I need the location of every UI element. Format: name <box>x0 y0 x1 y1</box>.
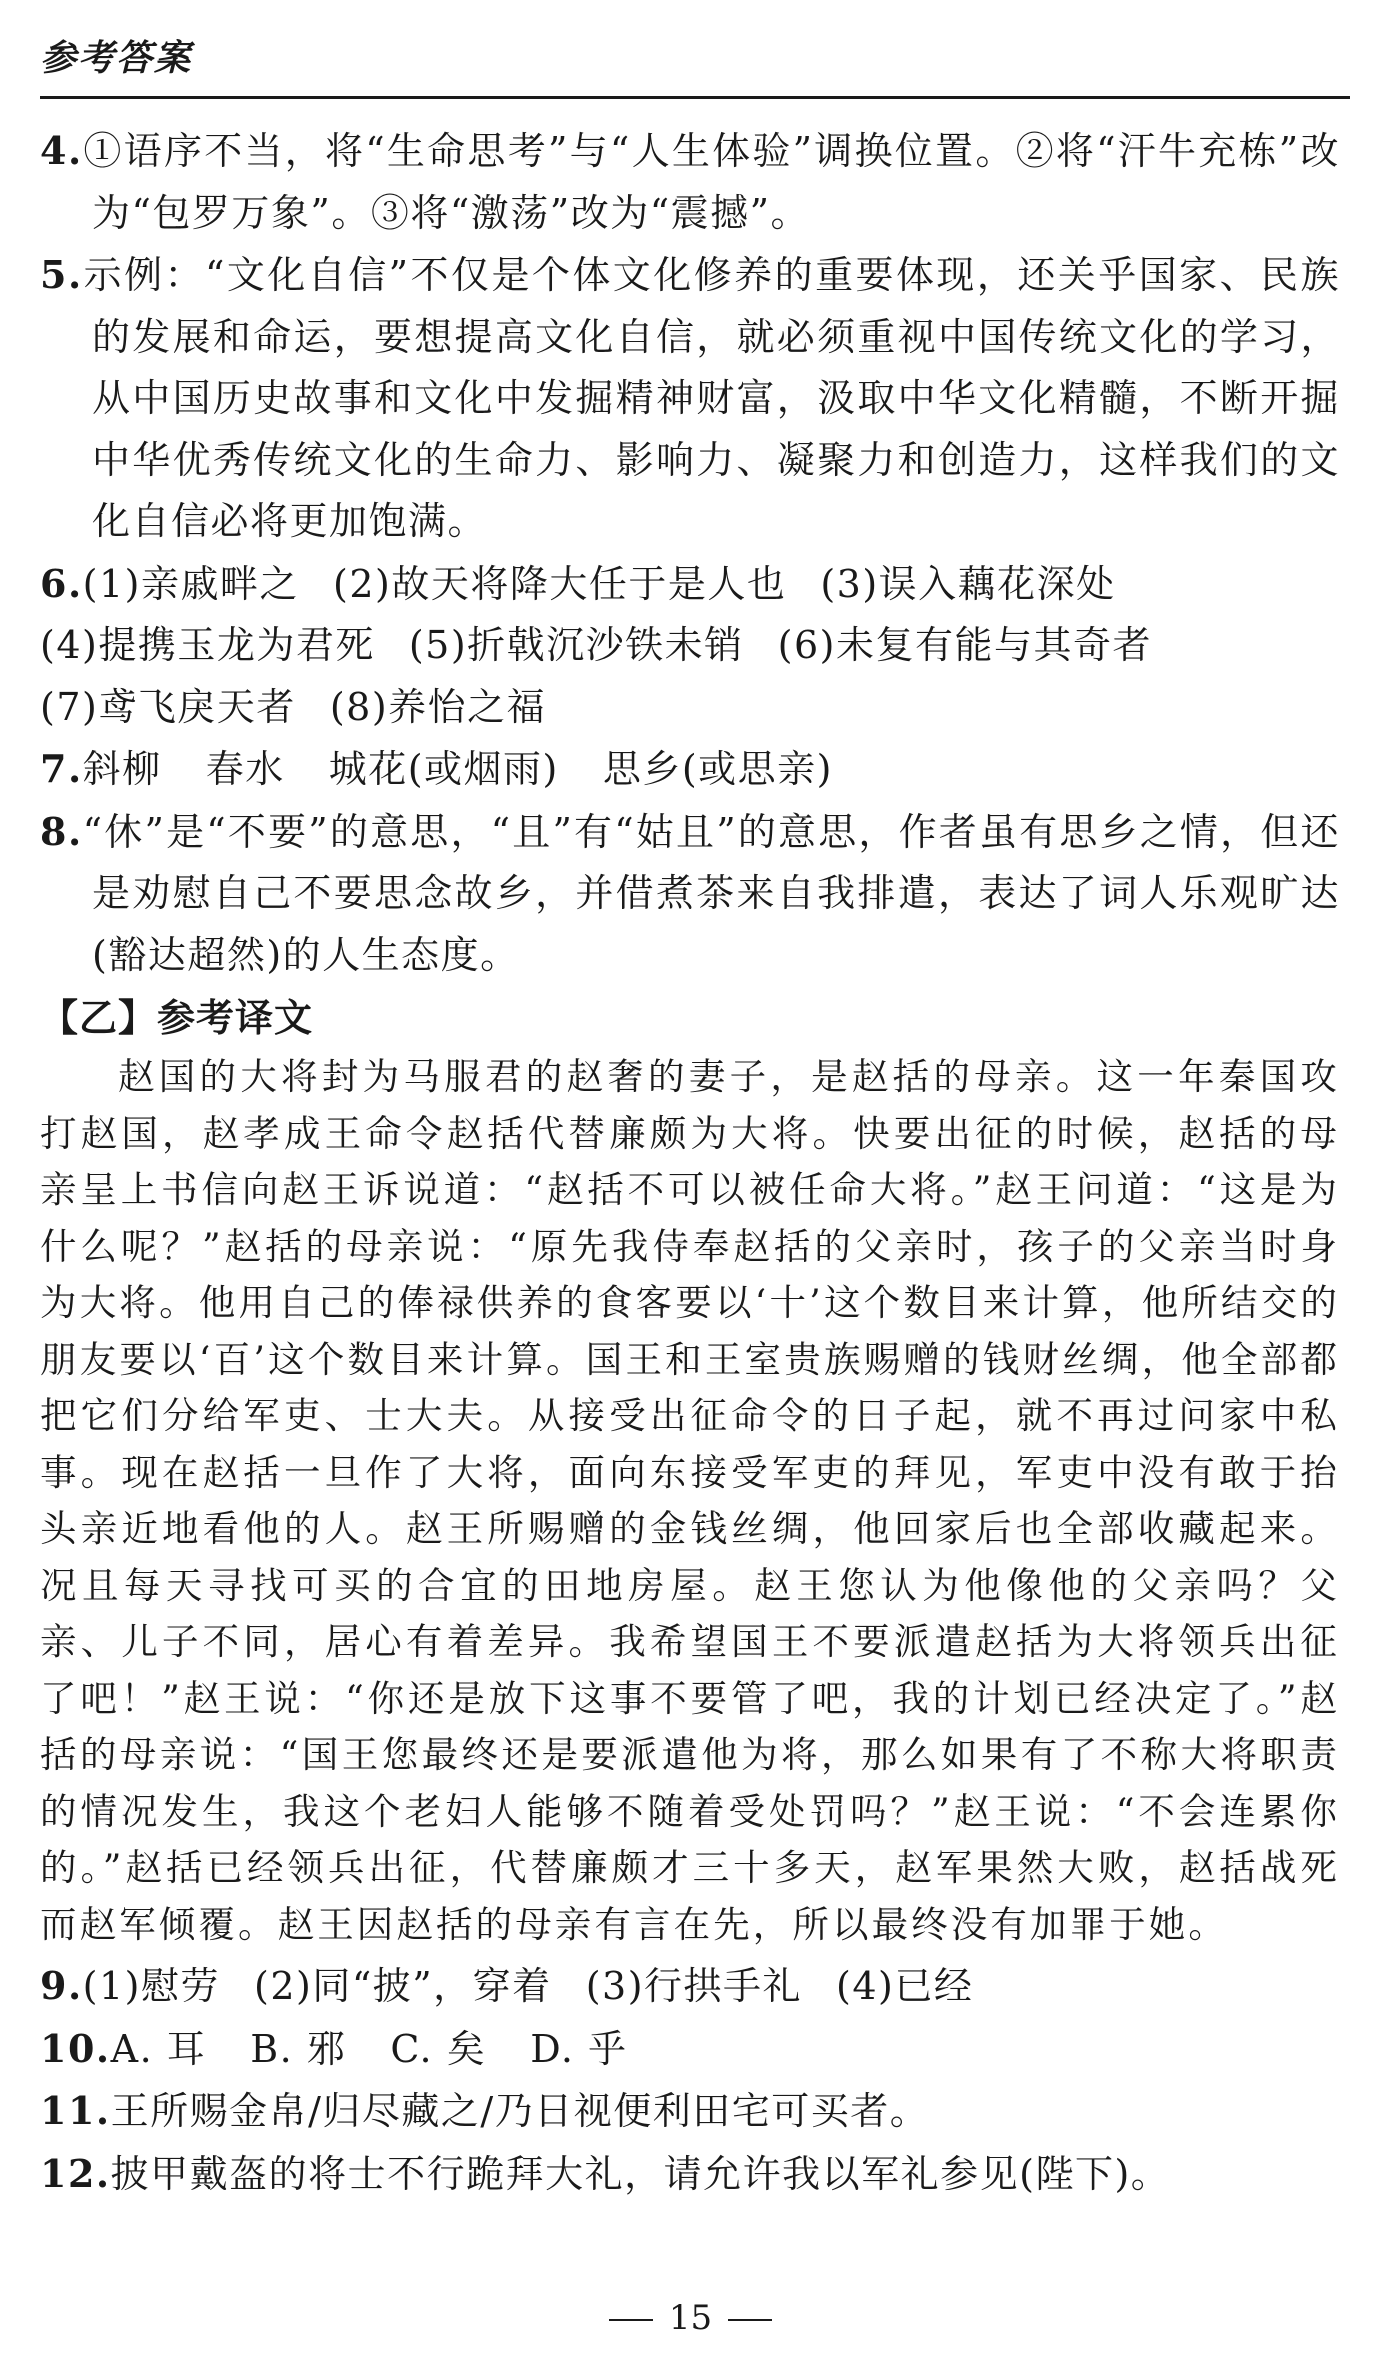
answer-part: (2)故天将降大任于是人也 <box>333 561 787 606</box>
answer-part: (2)同“披”，穿着 <box>254 1964 552 2008</box>
answer-item-8 <box>40 801 1340 987</box>
answer-part: D. 乎 <box>530 2026 628 2071</box>
item-text: 示例：“文化自信”不仅是个体文化修养的重要体现，还关乎国家、民族的发展和命运，要想提高文化自信，就必须重视中国传统文化的学习，从中国历史故事和文化中发掘精神财富，汲取中华文化精髓，不断开掘中华优秀传统文化的生命力、影响力、凝聚力和创造力，这样我们的文化自信必将更加饱满。 <box>82 253 1340 543</box>
item-text: “休”是“不要”的意思，“且”有“姑且”的意思，作者虽有思乡之情，但还是劝慰自己不要思念故乡，并借煮茶来自我排遣，表达了词人乐观旷达(豁达超然)的人生态度。 <box>82 809 1340 977</box>
translation-body <box>40 1049 1340 1953</box>
page-number <box>0 2298 1381 2338</box>
header-title: 参考答案 <box>40 37 193 79</box>
item-number: 6. <box>40 560 83 606</box>
answer-item-9 <box>40 1955 1340 2018</box>
answer-item-12 <box>40 2143 1340 2206</box>
translation-text: 赵国的大将封为马服君的赵奢的妻子，是赵括的母亲。这一年秦国攻打赵国，赵孝成王命令赵括代替廉颇为大将。快要出征的时候，赵括的母亲呈上书信向赵王诉说道：“赵括不可以被任命大将。”赵王问道：“这是为什么呢？”赵括的母亲说：“原先我侍奉赵括的父亲时，孩子的父亲当时身为大将。他用自己的俸禄供养的食客要以‘十’这个数目来计算，他所结交的朋友要以‘百’这个数目来计算。国王和王室贵族赐赠的钱财丝绸，他全部都把它们分给军吏、士大夫。从接受出征命令的日子起，就不再过问家中私事。现在赵括一旦作了大将，面向东接受军吏的拜见，军吏中没有敢于抬头亲近地看他的人。赵王所赐赠的金钱丝绸，他回家后也全部收藏起来。况且每天寻找可买的合宜的田地房屋。赵王您认为他像他的父亲吗？父亲、儿子不同，居心有着差异。我希望国王不要派遣赵括为大将领兵出征了吧！”赵王说：“你还是放下这事不要管了吧，我的计划已经决定了。”赵括的母亲说：“国王您最终还是要派遣他为将，那么如果有了不称大将职责的情况发生，我这个老妇人能够不随着受处罚吗？”赵王说：“不会连累你的。”赵括已经领兵出征，代替廉颇才三十多天，赵军果然大败，赵括战死而赵军倾覆。赵王因赵括的母亲有言在先，所以最终没有加罪于她。 <box>40 1055 1340 1946</box>
answer-part: (1)慰劳 <box>82 1964 220 2008</box>
item-number: 8. <box>40 808 83 854</box>
item-6-row-2 <box>40 615 1340 677</box>
item-number: 4. <box>40 128 83 173</box>
answer-part: (4)提携玉龙为君死 <box>40 623 375 667</box>
translation-title: 【乙】参考译文 <box>40 995 314 1040</box>
item-number: 9. <box>40 1963 83 2008</box>
item-6-row-3 <box>40 677 1340 739</box>
answer-item-10 <box>40 2018 1340 2081</box>
item-6-row-1 <box>40 553 1340 616</box>
item-number: 5. <box>40 252 83 297</box>
header-divider <box>40 96 1350 99</box>
answer-part: 春水 <box>205 747 285 791</box>
item-number: 10. <box>40 2025 111 2071</box>
answer-part: C. 矣 <box>390 2026 487 2071</box>
item-number: 11. <box>40 2088 111 2133</box>
answer-part: 城花(或烟雨) <box>328 747 559 791</box>
item-text: ①语序不当，将“生命思考”与“人生体验”调换位置。②将“汗牛充栋”改为“包罗万象”。③将“激荡”改为“震撼”。 <box>82 129 1340 235</box>
answer-part: 思乡(或思亲) <box>602 747 834 791</box>
answer-part: (3)误入藕花深处 <box>820 561 1116 606</box>
answer-part: (6)未复有能与其奇者 <box>777 623 1152 667</box>
item-number: 7. <box>40 746 83 791</box>
answer-item-4 <box>40 120 1340 244</box>
answer-part: B. 邪 <box>250 2026 347 2071</box>
item-text: 王所赐金帛/归尽藏之/乃日视便利田宅可买者。 <box>110 2089 930 2133</box>
answer-item-6 <box>40 553 1340 739</box>
answer-part: (1)亲戚畔之 <box>82 561 299 606</box>
answer-part: (3)行拱手礼 <box>585 1964 803 2008</box>
answer-part: (5)折戟沉沙铁未销 <box>408 623 744 667</box>
answer-item-7 <box>40 738 1340 801</box>
page-number-text: 15 <box>668 2298 713 2338</box>
item-number: 12. <box>40 2150 111 2196</box>
item-text: 披甲戴盔的将士不行跪拜大礼，请允许我以军礼参见(陛下)。 <box>110 2151 1171 2196</box>
answer-part: A. 耳 <box>110 2026 207 2071</box>
answer-part: (8)养怡之福 <box>329 684 547 729</box>
answer-part: 斜柳 <box>82 747 162 791</box>
answer-part: (4)已经 <box>836 1964 974 2008</box>
answer-part: (7)鸢飞戾天者 <box>40 684 296 729</box>
answer-item-5 <box>40 244 1340 553</box>
answer-content <box>40 120 1340 2205</box>
answer-item-11 <box>40 2080 1340 2143</box>
